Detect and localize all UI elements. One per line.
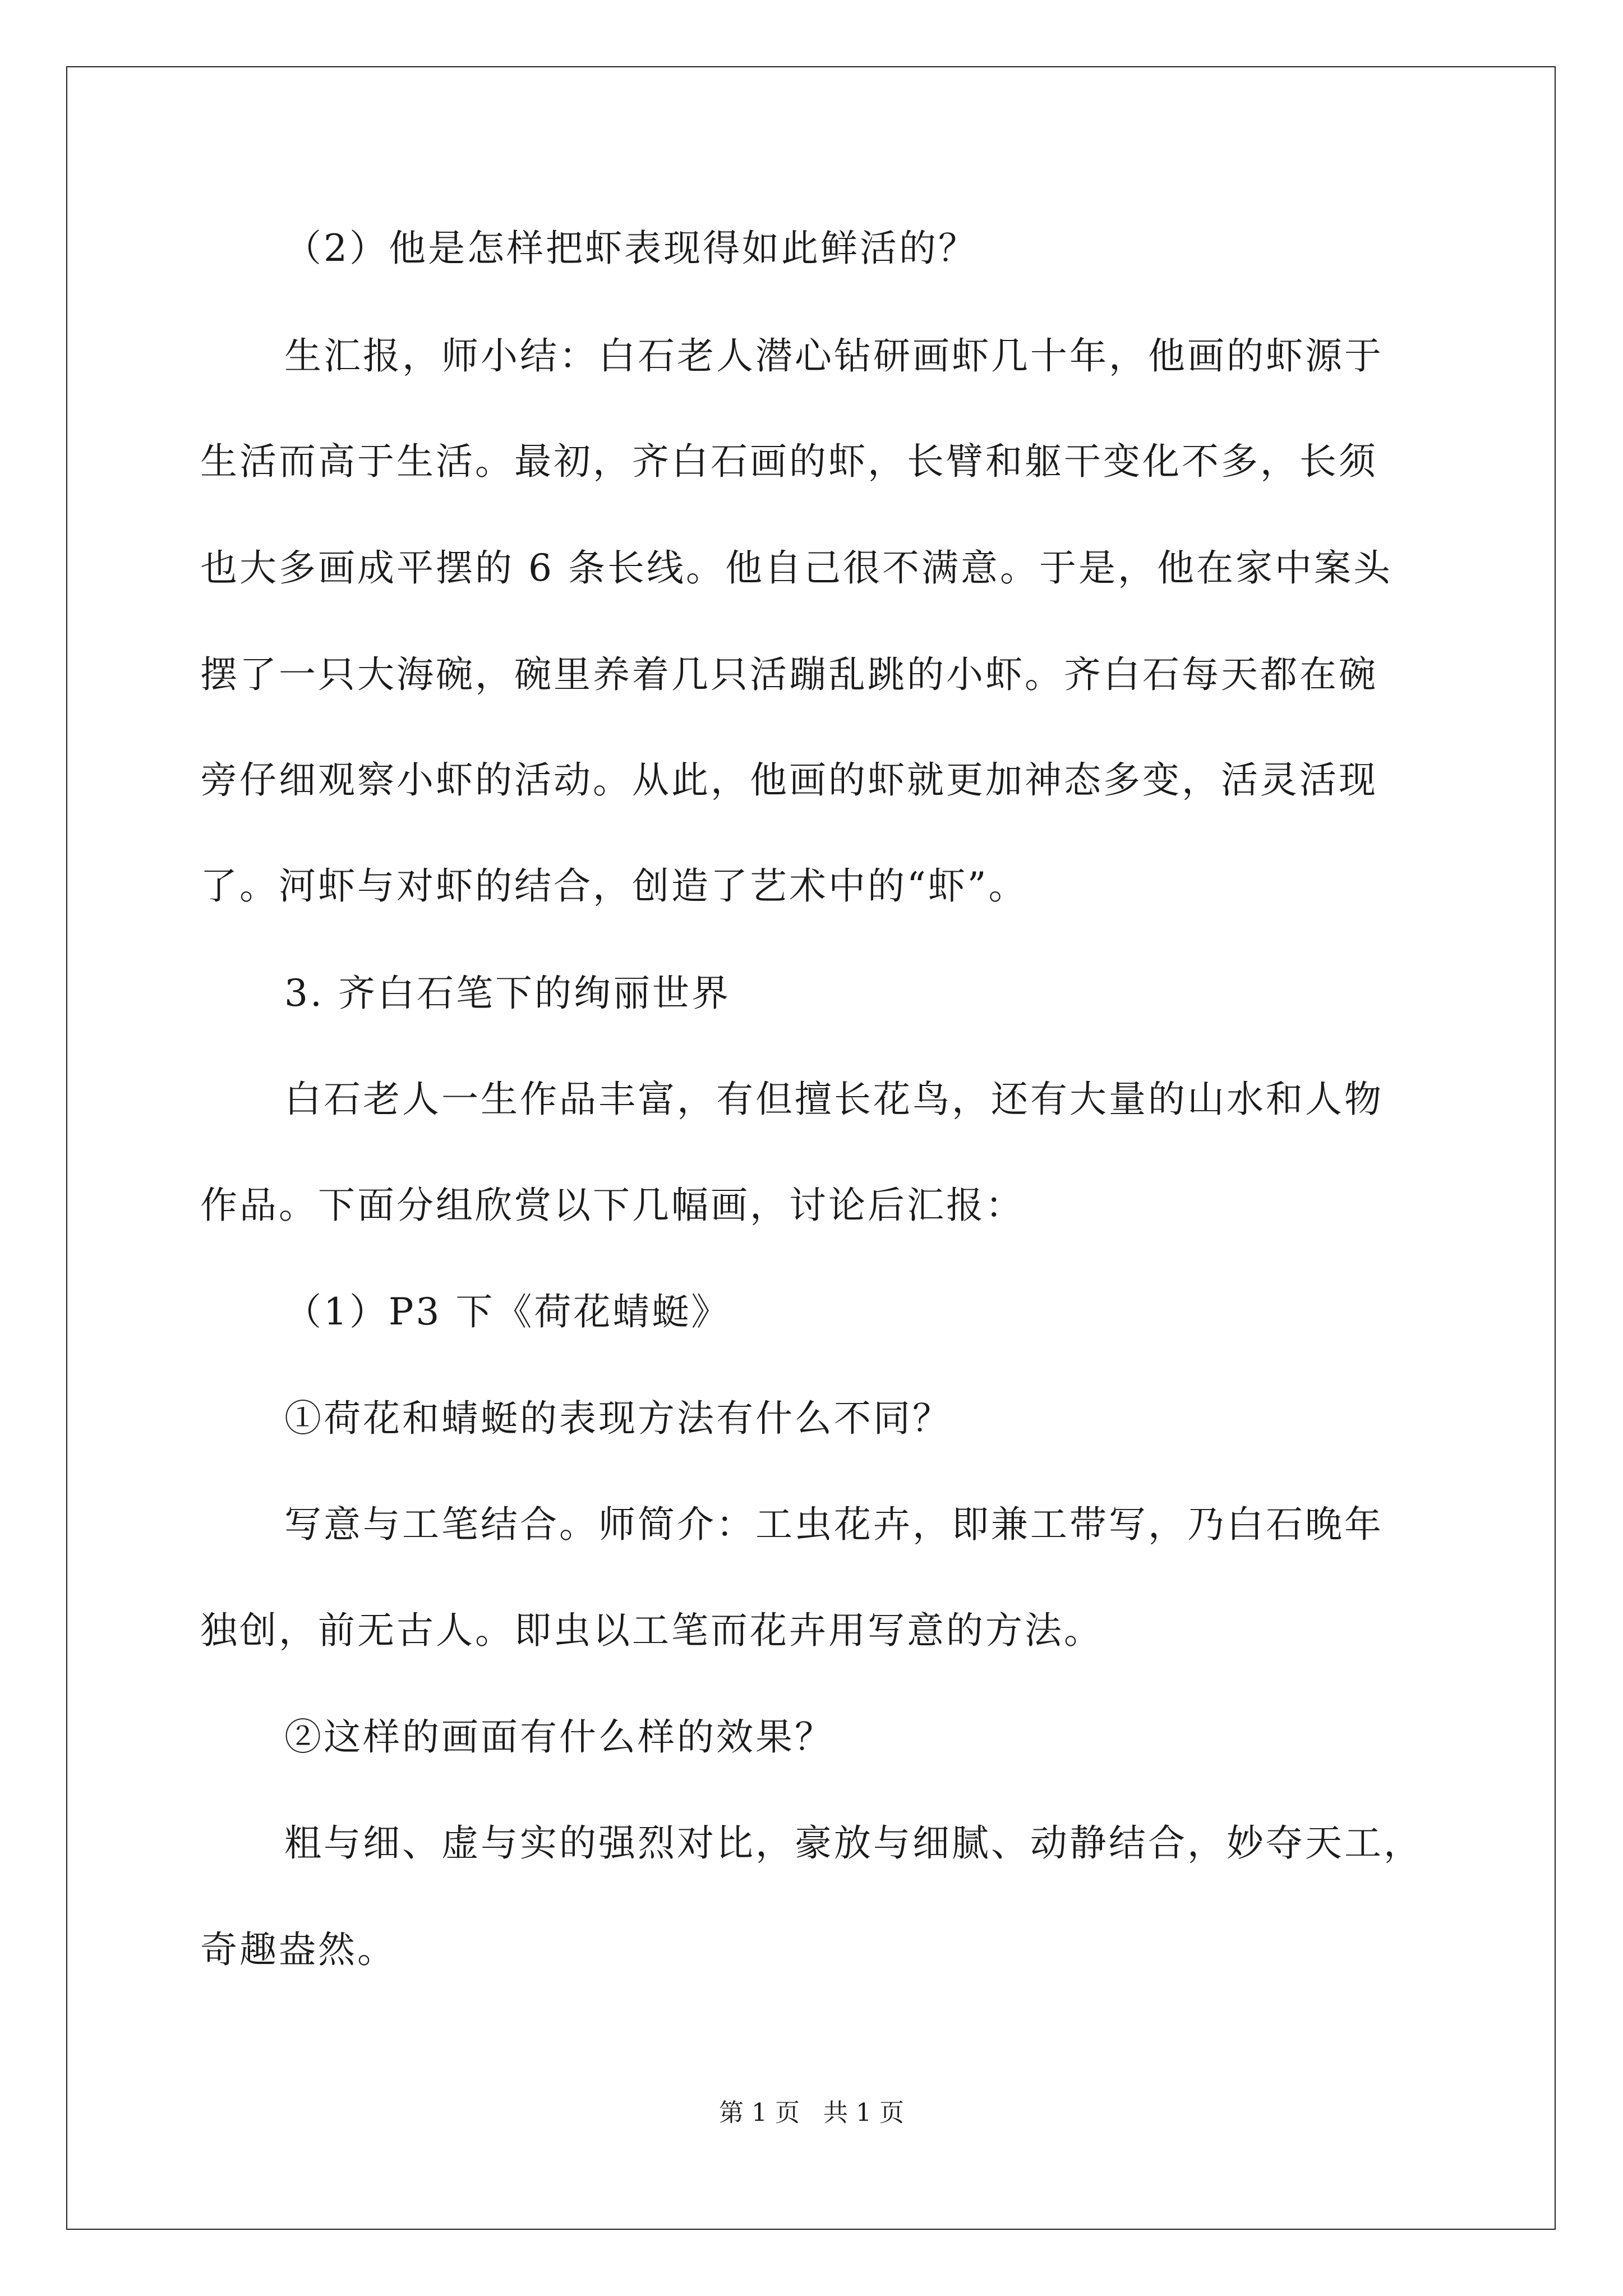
paragraph-line: 作品。下面分组欣赏以下几幅画，讨论后汇报： [200,1184,1025,1227]
paragraph-line: 摆了一只大海碗，碗里养着几只活蹦乱跳的小虾。齐白石每天都在碗 [200,653,1378,696]
paragraph-line: 白石老人一生作品丰富，有但擅长花鸟，还有大量的山水和人物 [284,1078,1384,1121]
page-total: 共 1 页 [823,2099,904,2127]
paragraph-line: ①荷花和蜻蜓的表现方法有什么不同？ [284,1397,952,1440]
paragraph-line: 粗与细、虚与实的强烈对比，豪放与细腻、动静结合，妙夺天工， [284,1821,1423,1865]
paragraph-line: ②这样的画面有什么样的效果？ [284,1715,834,1759]
paragraph-line: 了。河虾与对虾的结合，创造了艺术中的“虾”。 [200,864,1028,908]
paragraph-line: 独创，前无古人。即虫以工笔而花卉用写意的方法。 [200,1609,1103,1652]
paragraph-line: 生汇报，师小结：白石老人潜心钻研画虾几十年，他画的虾源于 [284,334,1384,378]
paragraph-line: 生活而高于生活。最初，齐白石画的虾，长臂和躯干变化不多，长须 [200,440,1378,483]
paragraph-line: 旁仔细观察小虾的活动。从此，他画的虾就更加神态多变，活灵活现 [200,758,1378,802]
page-number: 第 1 页 [719,2099,800,2127]
section-heading: 3. 齐白石笔下的绚丽世界 [284,972,731,1015]
page-footer [0,2101,1623,2125]
page-border [66,66,1556,2230]
paragraph-line: （1）P3 下《荷花蜻蜓》 [284,1290,731,1333]
paragraph-line: （2）他是怎样把虾表现得如此鲜活的？ [284,227,978,270]
paragraph-line: 奇趣盎然。 [200,1928,396,1971]
paragraph-line: 写意与工笔结合。师简介：工虫花卉，即兼工带写，乃白石晚年 [284,1503,1384,1546]
paragraph-line: 也大多画成平摆的 6 条长线。他自己很不满意。于是，他在家中案头 [200,546,1393,590]
